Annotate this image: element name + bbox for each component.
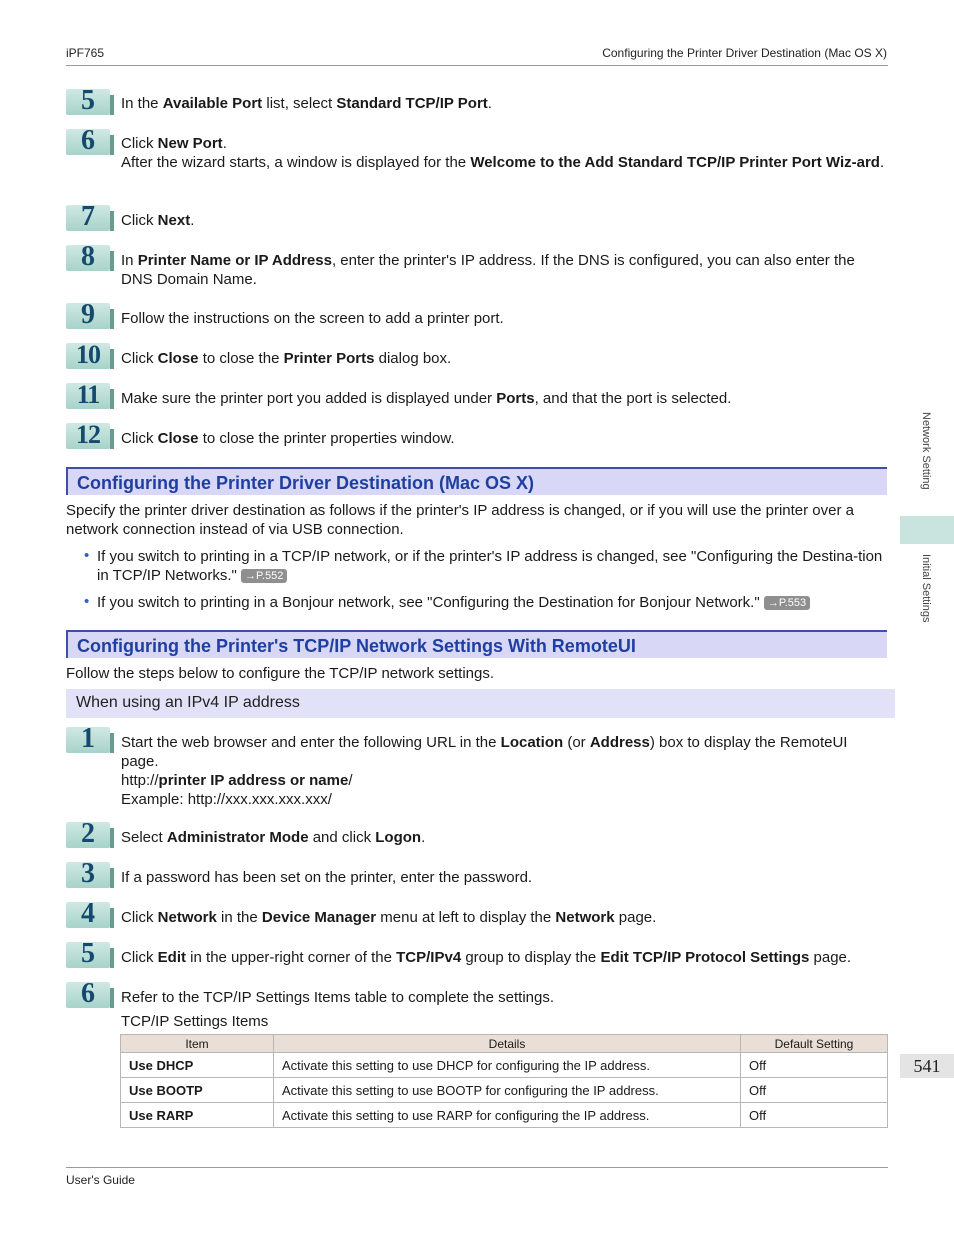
emphasis-text: Administrator Mode xyxy=(166,829,309,846)
emphasis-text: Printer Name or IP Address xyxy=(137,252,332,269)
table-cell: Activate this setting to use RARP for configuring the IP address. xyxy=(274,1103,741,1128)
step-text-run: . xyxy=(879,154,885,171)
step-text-run: Click xyxy=(121,212,158,229)
step-text-run: Example: http://xxx.xxx.xxx.xxx/ xyxy=(121,791,332,808)
column-header-default: Default Setting xyxy=(741,1035,888,1053)
step-text xyxy=(121,828,887,847)
emphasis-text: New Port xyxy=(157,135,223,152)
step-text-run: group to display the xyxy=(461,949,601,966)
subheading-ipv4 xyxy=(66,689,895,718)
step-text-run: . xyxy=(222,135,227,152)
header-model: iPF765 xyxy=(66,46,105,60)
page-number: 541 xyxy=(913,1056,941,1076)
step-text-run: to close the printer properties window. xyxy=(198,430,455,447)
step-text xyxy=(121,429,887,448)
step-text-run: Click xyxy=(121,135,158,152)
emphasis-text: Close xyxy=(157,430,199,447)
step-text-run: / xyxy=(348,772,353,789)
step-text xyxy=(121,988,887,1007)
step-text-run: menu at left to display the xyxy=(376,909,556,926)
emphasis-text: Network xyxy=(157,909,217,926)
step-text-run: . xyxy=(190,212,195,229)
table-header-row xyxy=(121,1035,888,1053)
header-rule xyxy=(66,65,888,66)
step-badge: 8 xyxy=(66,245,110,271)
table-caption: TCP/IP Settings Items xyxy=(121,1013,269,1030)
step-text xyxy=(121,908,887,927)
table-cell: Off xyxy=(741,1053,888,1078)
bullet-item: If you switch to printing in a Bonjour network, see "Configuring the Destination for Bonjour Network." →P.553 xyxy=(97,593,887,612)
step-badge: 6 xyxy=(66,982,110,1008)
sidebar-label-initial-settings: Initial Settings xyxy=(920,554,932,623)
step-text-run: http:// xyxy=(121,772,159,789)
step-text xyxy=(121,389,887,408)
step-text xyxy=(121,134,887,172)
emphasis-text: TCP/IPv4 xyxy=(396,949,462,966)
sidebar-tab-marker xyxy=(900,516,954,544)
emphasis-text: Printer Ports xyxy=(283,350,375,367)
step-text xyxy=(121,309,887,328)
step-text xyxy=(121,733,887,809)
table-row xyxy=(121,1103,888,1128)
section-heading-text: Configuring the Printer's TCP/IP Network Settings With RemoteUI xyxy=(77,636,636,656)
step-text-run: Select xyxy=(121,829,167,846)
step-text-run: In xyxy=(121,252,138,269)
emphasis-text: Edit xyxy=(157,949,187,966)
column-header-item: Item xyxy=(121,1035,274,1053)
step-text-run: Click xyxy=(121,949,158,966)
step-text-run: In the xyxy=(121,95,163,112)
footer-rule xyxy=(66,1167,888,1168)
step-text-run: dialog box. xyxy=(374,350,452,367)
step-text xyxy=(121,868,887,887)
sidebar-label-network-setting: Network Setting xyxy=(920,412,932,490)
emphasis-text: Welcome to the Add Standard TCP/IP Printer Port Wiz-ard xyxy=(470,154,880,171)
step-text-run: ) box to display the RemoteUI page. xyxy=(121,734,848,770)
step-badge: 5 xyxy=(66,89,110,115)
step-text-run: After the wizard starts, a window is displayed for the xyxy=(121,154,471,171)
step-text-run: (or xyxy=(563,734,590,751)
step-badge: 3 xyxy=(66,862,110,888)
step-text-run: Click xyxy=(121,909,158,926)
bullet-item: If you switch to printing in a TCP/IP network, or if the printer's IP address is changed, see "Configuring the Destina-tion in TCP/IP Networks." →P.552 xyxy=(97,548,883,584)
step-badge: 7 xyxy=(66,205,110,231)
emphasis-text: Location xyxy=(500,734,564,751)
page-reference-link[interactable]: →P.552 xyxy=(241,569,287,583)
table-cell: Off xyxy=(741,1078,888,1103)
step-text-run: If a password has been set on the printer, enter the password. xyxy=(121,869,533,886)
emphasis-text: Standard TCP/IP Port xyxy=(336,95,488,112)
step-text-run: page. xyxy=(614,909,657,926)
step-text-run: Click xyxy=(121,430,158,447)
step-text-run: Refer to the TCP/IP Settings Items table to complete the settings. xyxy=(121,989,555,1006)
header-section-title: Configuring the Printer Driver Destination (Mac OS X) xyxy=(602,46,887,60)
table-cell: Activate this setting to use DHCP for configuring the IP address. xyxy=(274,1053,741,1078)
step-text-run: to close the xyxy=(198,350,284,367)
step-text-run: Start the web browser and enter the following URL in the xyxy=(121,734,501,751)
step-badge: 2 xyxy=(66,822,110,848)
step-text-run: Click xyxy=(121,350,158,367)
step-text-run: and click xyxy=(308,829,376,846)
emphasis-text: Edit TCP/IP Protocol Settings xyxy=(600,949,810,966)
step-text xyxy=(121,349,887,368)
step-badge: 9 xyxy=(66,303,110,329)
step-badge: 5 xyxy=(66,942,110,968)
step-badge: 6 xyxy=(66,129,110,155)
step-text xyxy=(121,94,887,113)
step-text-run: in the xyxy=(216,909,262,926)
emphasis-text: Next xyxy=(157,212,191,229)
emphasis-text: Available Port xyxy=(162,95,263,112)
table-cell: Use DHCP xyxy=(121,1053,274,1078)
section-intro: Specify the printer driver destination as follows if the printer's IP address is changed, or if you will use the printer over a network connection instead of via USB connection. xyxy=(66,502,854,538)
table-cell: Activate this setting to use BOOTP for configuring the IP address. xyxy=(274,1078,741,1103)
table-row xyxy=(121,1053,888,1078)
emphasis-text: Ports xyxy=(496,390,535,407)
step-text-run: . xyxy=(487,95,492,112)
bullet-icon: • xyxy=(84,547,90,564)
step-text-run: , and that the port is selected. xyxy=(534,390,732,407)
footer-text: User's Guide xyxy=(66,1173,135,1187)
emphasis-text: Network xyxy=(555,909,615,926)
bullet-icon: • xyxy=(84,593,90,610)
step-badge: 12 xyxy=(66,423,110,449)
step-text-run: , enter the printer's IP address. If the DNS is configured, you can also enter the DNS Domain Name. xyxy=(121,252,855,288)
section-heading-remoteui xyxy=(66,630,887,658)
page-reference-link[interactable]: →P.553 xyxy=(764,596,810,610)
emphasis-text: Logon xyxy=(375,829,422,846)
emphasis-text: Close xyxy=(157,350,199,367)
step-badge: 4 xyxy=(66,902,110,928)
step-text-run: page. xyxy=(809,949,852,966)
step-text xyxy=(121,251,887,289)
table-row xyxy=(121,1078,888,1103)
emphasis-text: Address xyxy=(589,734,650,751)
step-badge: 11 xyxy=(66,383,110,409)
table-cell: Off xyxy=(741,1103,888,1128)
settings-table xyxy=(120,1034,888,1128)
section-heading-mac-destination xyxy=(66,467,887,495)
section-heading-text: Configuring the Printer Driver Destination (Mac OS X) xyxy=(77,473,535,493)
step-text xyxy=(121,211,887,230)
step-text xyxy=(121,948,887,967)
step-text-run: list, select xyxy=(262,95,337,112)
table-cell: Use BOOTP xyxy=(121,1078,274,1103)
step-text-run: in the upper-right corner of the xyxy=(186,949,397,966)
step-text-run: . xyxy=(421,829,426,846)
page-number-box xyxy=(900,1054,954,1078)
step-badge: 10 xyxy=(66,343,110,369)
step-text-run: Make sure the printer port you added is displayed under xyxy=(121,390,497,407)
emphasis-text: Device Manager xyxy=(261,909,377,926)
emphasis-text: printer IP address or name xyxy=(158,772,349,789)
subheading-text: When using an IPv4 IP address xyxy=(76,694,300,711)
step-badge: 1 xyxy=(66,727,110,753)
table-cell: Use RARP xyxy=(121,1103,274,1128)
step-text-run: Follow the instructions on the screen to add a printer port. xyxy=(121,310,504,327)
column-header-details: Details xyxy=(274,1035,741,1053)
section-intro: Follow the steps below to configure the TCP/IP network settings. xyxy=(66,665,494,682)
